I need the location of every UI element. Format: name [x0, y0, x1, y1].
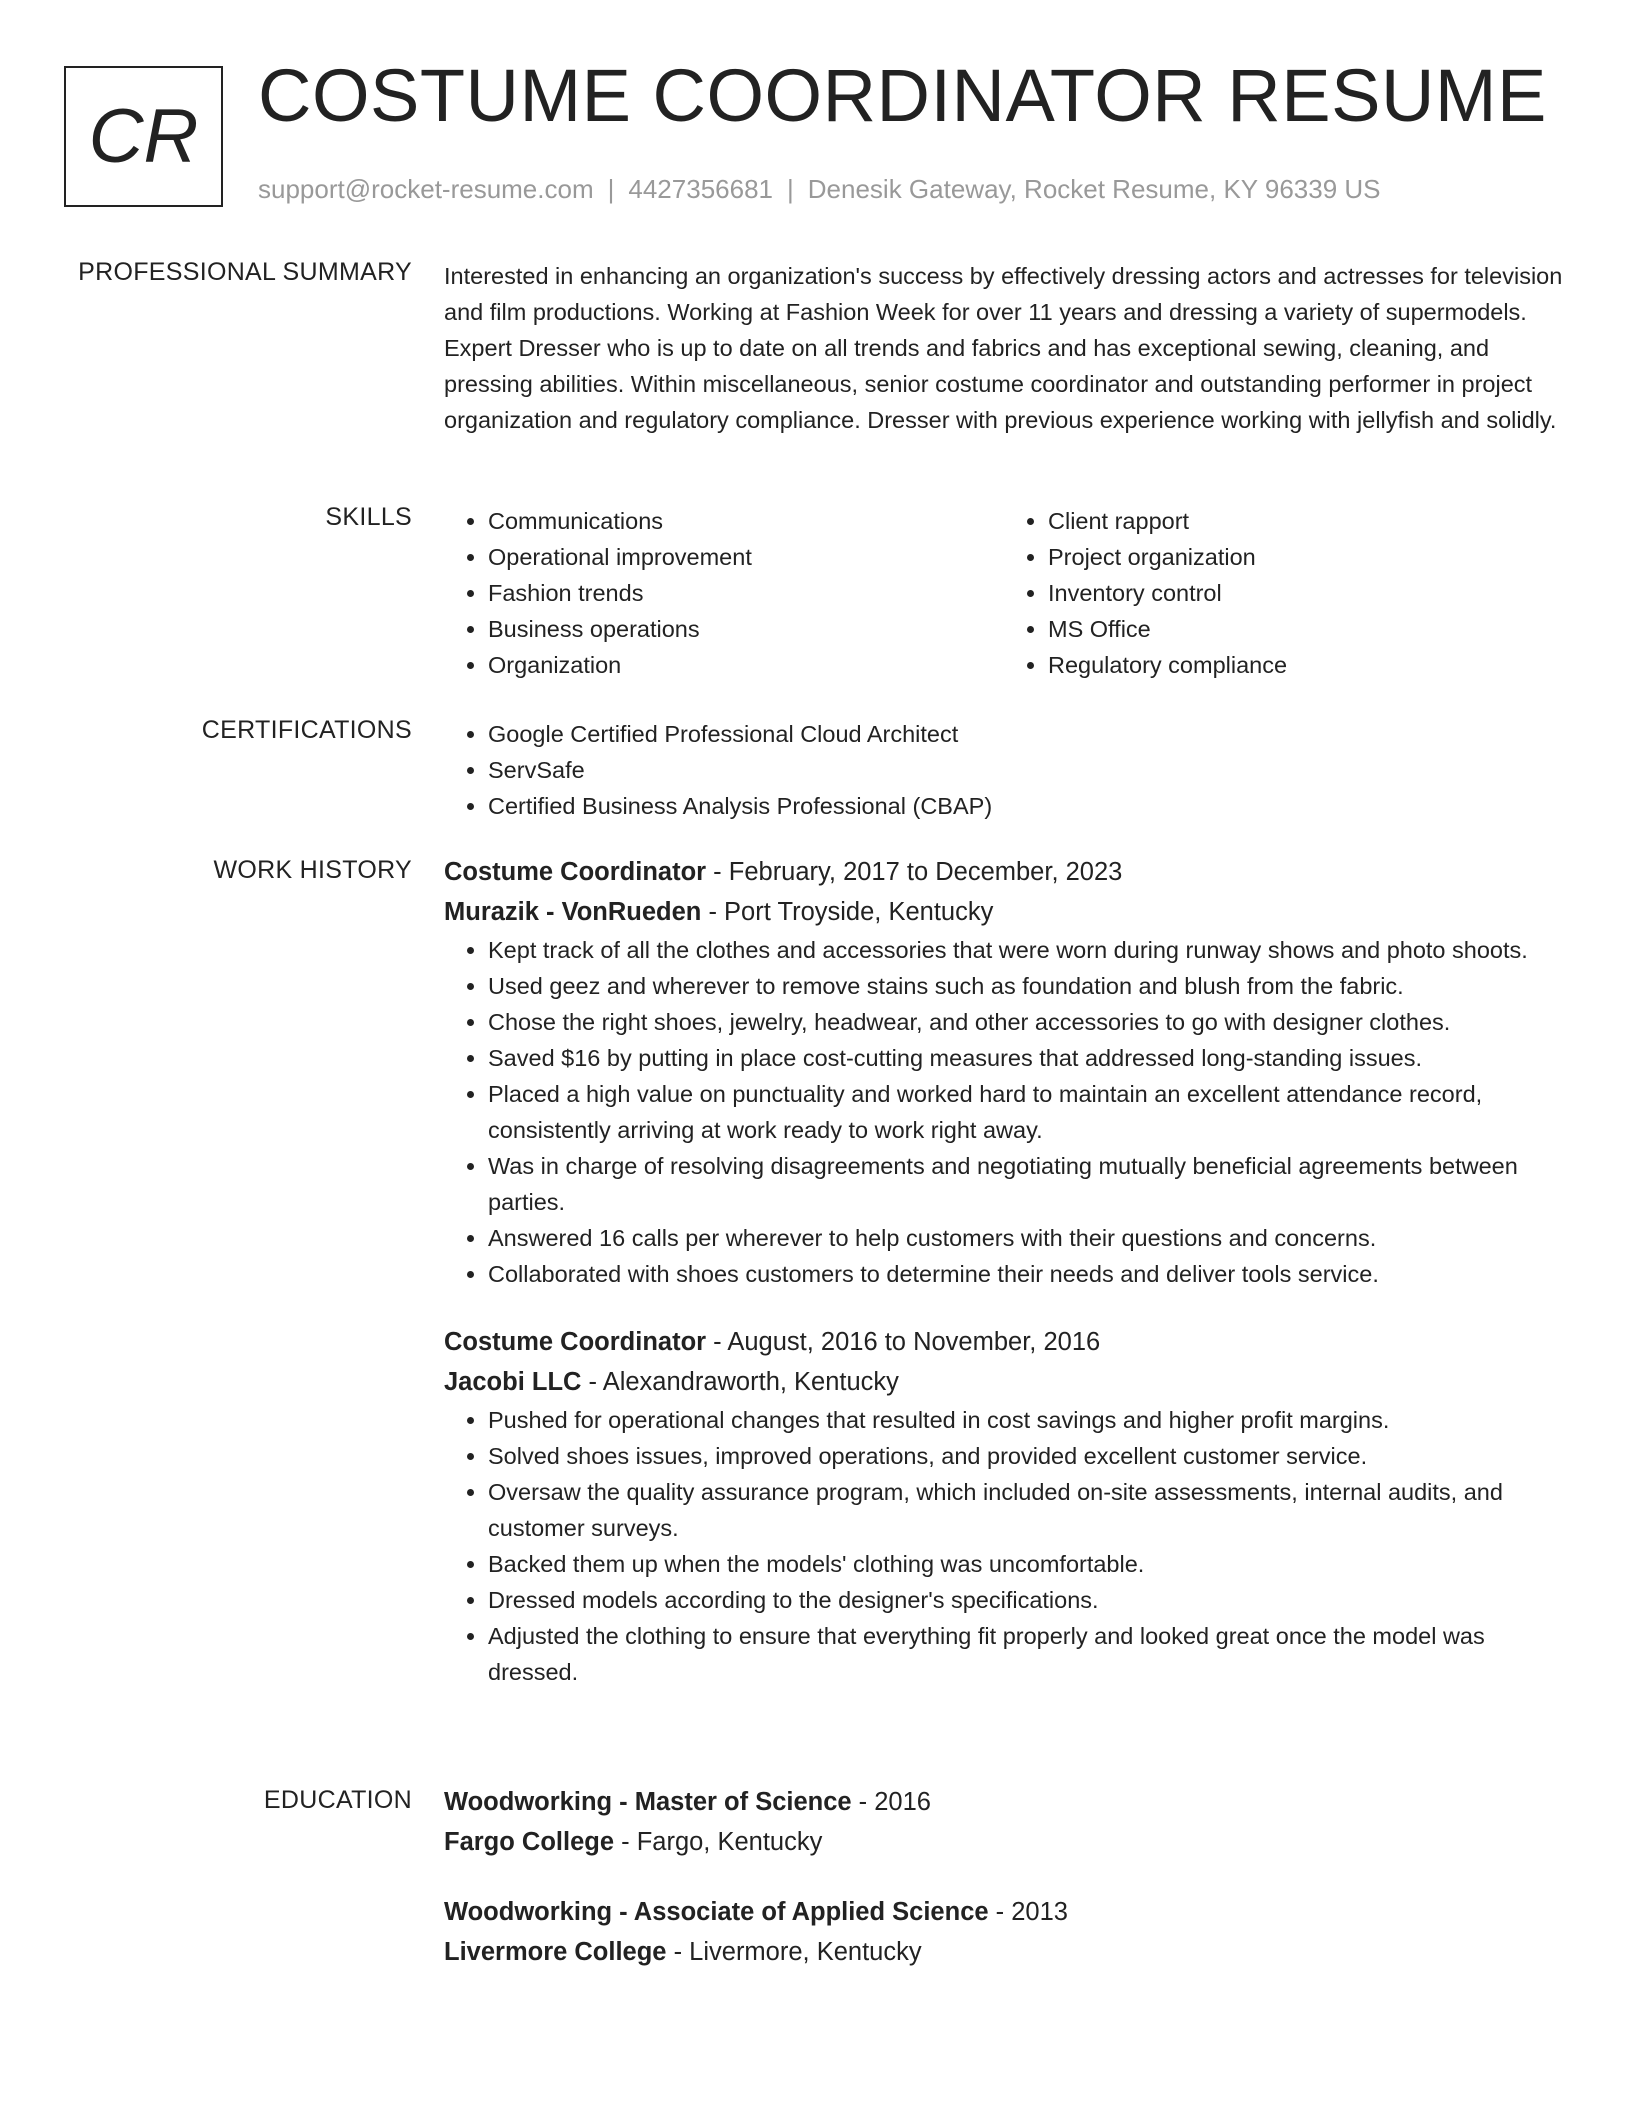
skill-item: • Inventory control	[1048, 575, 1564, 611]
skill-item: • MS Office	[1048, 611, 1564, 647]
monogram-initials: CR	[88, 94, 199, 179]
job-dates: - August, 2016 to November, 2016	[706, 1328, 1101, 1356]
skills-list-right	[1004, 503, 1564, 683]
job-title: Costume Coordinator	[444, 1328, 707, 1356]
education-heading: EDUCATION	[263, 1786, 412, 1814]
education-body	[444, 1782, 1564, 1972]
skills-grid	[444, 503, 1564, 683]
education-school: Livermore College	[444, 1938, 667, 1966]
contact-phone[interactable]: 4427356681	[628, 174, 773, 204]
job-duty-item: • Pushed for operational changes that resulted in cost savings and higher profit margins.	[488, 1402, 1564, 1438]
certifications-heading: CERTIFICATIONS	[201, 716, 412, 744]
education-entry	[444, 1892, 1564, 1972]
job-duty-item: • Dressed models according to the designer's specifications.	[488, 1582, 1564, 1618]
certification-item: • Google Certified Professional Cloud Architect	[488, 716, 1564, 752]
work-history-heading: WORK HISTORY	[213, 856, 412, 884]
job-title-line	[444, 1322, 1564, 1362]
page-title: COSTUME COORDINATOR RESUME	[258, 54, 1547, 137]
education-entry	[444, 1782, 1564, 1862]
certifications-list	[444, 716, 1564, 824]
job-entry	[444, 852, 1564, 1292]
job-dates: - February, 2017 to December, 2023	[706, 858, 1123, 886]
skill-item: • Project organization	[1048, 539, 1564, 575]
job-duty-item: • Was in charge of resolving disagreements and negotiating mutually beneficial agreements between parties.	[488, 1148, 1564, 1220]
contact-separator: |	[607, 174, 615, 204]
contact-email[interactable]: support@rocket-resume.com	[258, 174, 594, 204]
contact-separator: |	[787, 174, 794, 204]
job-title-line	[444, 852, 1564, 892]
education-location: - Livermore, Kentucky	[666, 1938, 922, 1966]
job-duty-item: • Adjusted the clothing to ensure that everything fit properly and looked great once the model was dressed.	[488, 1618, 1564, 1690]
education-degree-line	[444, 1892, 1564, 1932]
education-degree-line	[444, 1782, 1564, 1822]
education-school-line	[444, 1932, 1564, 1972]
education-school: Fargo College	[444, 1828, 615, 1856]
skills-body	[444, 503, 1564, 683]
education-year: - 2013	[988, 1898, 1068, 1926]
job-duty-item: • Oversaw the quality assurance program, which included on-site assessments, internal audits, and customer surveys.	[488, 1474, 1564, 1546]
skill-item: • Operational improvement	[488, 539, 1004, 575]
certification-item: • ServSafe	[488, 752, 1564, 788]
skill-item: • Organization	[488, 647, 1004, 683]
job-duties-list	[444, 932, 1564, 1292]
certification-item: • Certified Business Analysis Professional (CBAP)	[488, 788, 1564, 824]
education-year: - 2016	[851, 1788, 931, 1816]
job-title: Costume Coordinator	[444, 858, 707, 886]
skills-list-left	[444, 503, 1004, 683]
job-duty-item: • Kept track of all the clothes and accessories that were worn during runway shows and photo shoots.	[488, 932, 1564, 968]
job-duty-item: • Collaborated with shoes customers to determine their needs and deliver tools service.	[488, 1256, 1564, 1292]
monogram-box	[64, 66, 223, 207]
job-duty-item: • Backed them up when the models' clothing was uncomfortable.	[488, 1546, 1564, 1582]
contact-address: Denesik Gateway, Rocket Resume, KY 96339 US	[807, 174, 1381, 204]
skill-item: • Fashion trends	[488, 575, 1004, 611]
summary-text: Interested in enhancing an organization's success by effectively dressing actors and actresses for television and film productions. Working at Fashion Week for over 11 years and dressing a variety of supermodels. Expert Dresser who is up to date on all trends and fabrics and has exceptional sewing, cleaning, and pressing abilities. Within miscellaneous, senior costume coordinator and outstanding performer in project organization and regulatory compliance. Dresser with previous experience working with jellyfish and solidly.	[444, 263, 1563, 433]
job-duty-item: • Used geez and wherever to remove stains such as foundation and blush from the fabric.	[488, 968, 1564, 1004]
work-history-body	[444, 852, 1564, 1690]
job-company: Murazik - VonRueden	[444, 898, 702, 926]
certifications-body	[444, 716, 1564, 824]
education-degree: Woodworking - Master of Science	[444, 1788, 852, 1816]
job-duty-item: • Placed a high value on punctuality and worked hard to maintain an excellent attendance record, consistently arriving at work ready to work right away.	[488, 1076, 1564, 1148]
job-location: - Alexandraworth, Kentucky	[581, 1368, 899, 1396]
job-company-line	[444, 892, 1564, 932]
job-location: - Port Troyside, Kentucky	[701, 898, 994, 926]
job-duty-item: • Answered 16 calls per wherever to help customers with their questions and concerns.	[488, 1220, 1564, 1256]
skills-heading: SKILLS	[325, 503, 412, 531]
skill-item: • Regulatory compliance	[1048, 647, 1564, 683]
job-duty-item: • Saved $16 by putting in place cost-cutting measures that addressed long-standing issues.	[488, 1040, 1564, 1076]
skill-item: • Communications	[488, 503, 1004, 539]
job-duty-item: • Solved shoes issues, improved operations, and provided excellent customer service.	[488, 1438, 1564, 1474]
summary-body	[444, 258, 1564, 438]
skill-item: • Business operations	[488, 611, 1004, 647]
job-duty-item: • Chose the right shoes, jewelry, headwear, and other accessories to go with designer clothes.	[488, 1004, 1564, 1040]
summary-heading: PROFESSIONAL SUMMARY	[78, 258, 412, 286]
contact-line	[258, 174, 1381, 205]
job-company-line	[444, 1362, 1564, 1402]
job-company: Jacobi LLC	[444, 1368, 582, 1396]
education-school-line	[444, 1822, 1564, 1862]
education-location: - Fargo, Kentucky	[614, 1828, 823, 1856]
job-entry	[444, 1322, 1564, 1690]
skill-item: • Client rapport	[1048, 503, 1564, 539]
job-duties-list	[444, 1402, 1564, 1690]
education-degree: Woodworking - Associate of Applied Science	[444, 1898, 989, 1926]
